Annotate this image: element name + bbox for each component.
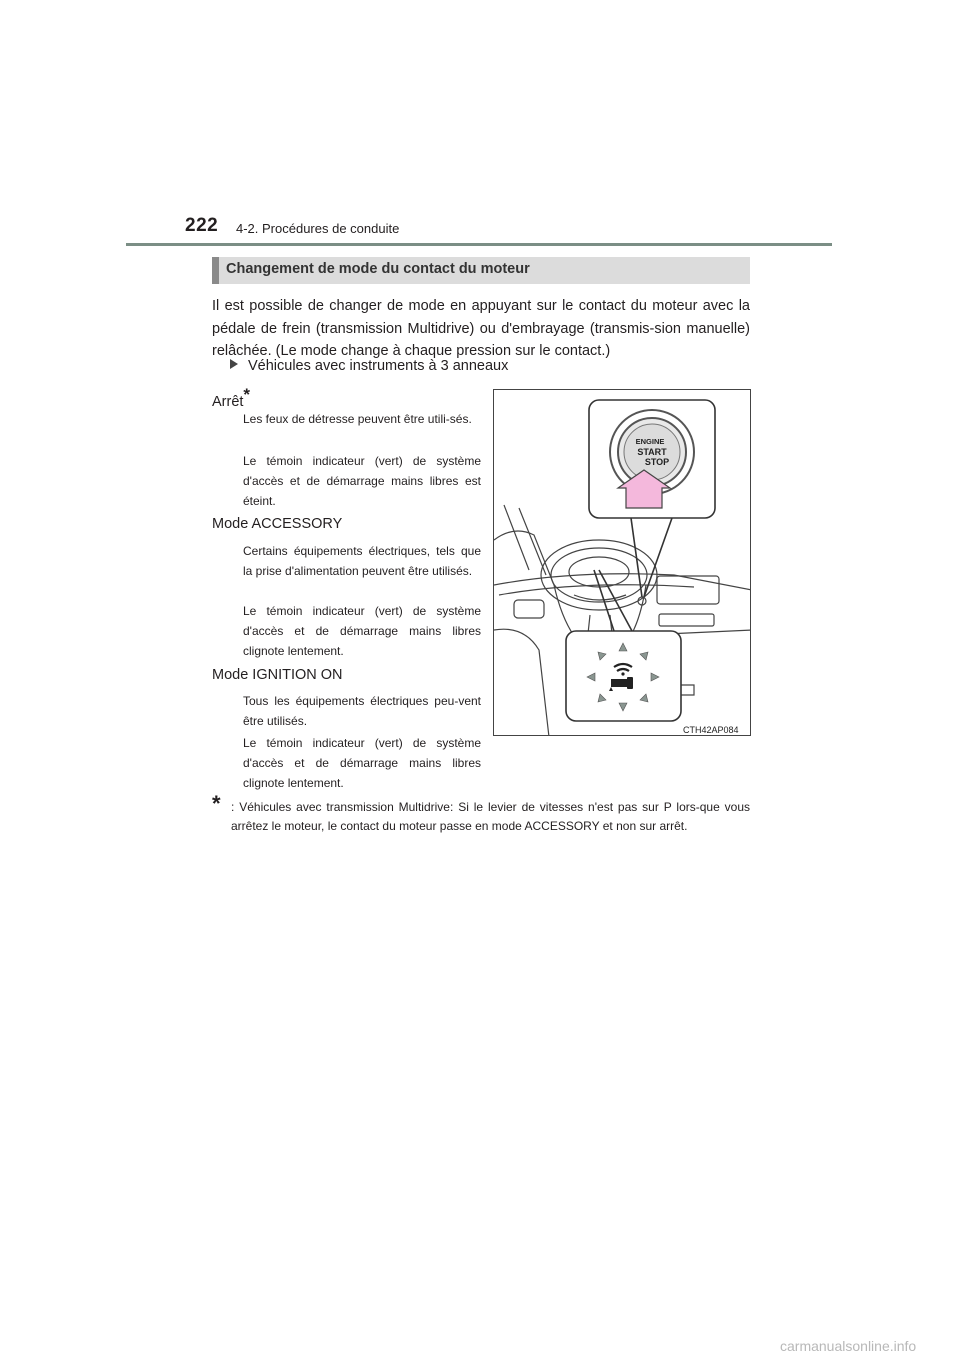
section-header <box>212 257 750 284</box>
dashboard-illustration <box>493 389 751 736</box>
bullet-item <box>230 358 508 374</box>
watermark: carmanualsonline.info <box>780 1338 917 1354</box>
button-label-start: START <box>637 447 667 457</box>
dashboard-drawing <box>494 390 751 736</box>
mode-desc: Le témoin indicateur (vert) de système d'accès et de démarrage mains libres clignote lentement. <box>243 604 481 658</box>
intro-paragraph: Il est possible de changer de mode en appuyant sur le contact du moteur avec la pédale de frein (transmission Multidrive) ou d'embrayage (transmis-sion manuelle) relâchée. (Le mode change à chaque pression sur le contact.) <box>212 298 750 359</box>
mode-desc: Les feux de détresse peuvent être utili-sés. <box>243 412 472 426</box>
mode-desc: Certains équipements électriques, tels que la prise d'alimentation peuvent être utilisés. <box>243 544 481 578</box>
button-label-engine: ENGINE <box>635 437 665 446</box>
footnote <box>212 791 750 835</box>
section-header-bar <box>212 257 219 284</box>
bullet-label: Véhicules avec instruments à 3 anneaux <box>248 358 509 374</box>
mode-title-off: Arrêt* <box>212 385 251 410</box>
page-number: 222 <box>185 215 219 236</box>
header-rule <box>126 243 832 246</box>
figure-code: CTH42AP084 <box>683 725 739 735</box>
triangle-bullet-icon <box>230 359 238 369</box>
mode-desc: Le témoin indicateur (vert) de système d'accès et de démarrage mains libres clignote lentement. <box>243 736 481 790</box>
mode-title-accessory: Mode ACCESSORY <box>212 516 343 532</box>
footnote-text: : Véhicules avec transmission Multidrive: Si le levier de vitesses n'est pas sur P lors-que vous arrêtez le moteur, le contact du moteur passe en mode ACCESSORY et non sur arrêt. <box>231 800 750 833</box>
button-label-stop: STOP <box>644 457 670 467</box>
mode-title-ignition-on: Mode IGNITION ON <box>212 667 343 683</box>
footnote-marker: * <box>243 385 251 404</box>
section-title: Changement de mode du contact du moteur <box>226 261 530 277</box>
footnote-star: * <box>212 791 221 816</box>
mode-desc: Le témoin indicateur (vert) de système d'accès et de démarrage mains libres est éteint. <box>243 454 481 508</box>
section-reference: 4-2. Procédures de conduite <box>236 221 400 236</box>
mode-desc: Tous les équipements électriques peu-vent être utilisés. <box>243 694 481 728</box>
